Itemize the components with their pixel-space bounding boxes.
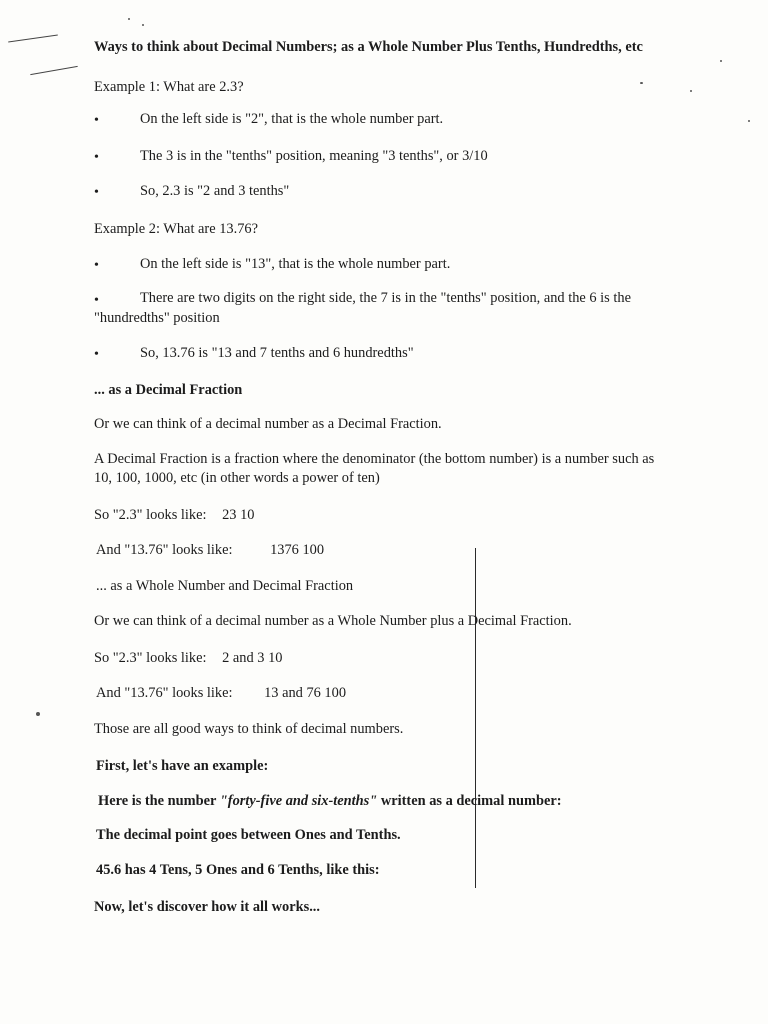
scan-speck (720, 60, 722, 62)
example-value: 1376 100 (270, 542, 325, 558)
place-value-breakdown: 45.6 has 4 Tens, 5 Ones and 6 Tenths, like this: (96, 862, 380, 878)
decimal-fraction-example-1 (94, 506, 255, 524)
example1-bullet-3: So, 2.3 is "2 and 3 tenths" (140, 183, 290, 199)
example2-bullet-2-continued: "hundredths" position (94, 310, 220, 326)
bullet: • (94, 185, 99, 200)
bullet: • (94, 293, 99, 308)
scan-speck (690, 90, 692, 92)
example2-bullet-3: So, 13.76 is "13 and 7 tenths and 6 hundredths" (140, 345, 414, 361)
discover-line: Now, let's discover how it all works... (94, 899, 320, 915)
whole-plus-fraction-intro: Or we can think of a decimal number as a Whole Number plus a Decimal Fraction. (94, 613, 572, 629)
example2-bullet-2: There are two digits on the right side, the 7 is in the "tenths" position, and the 6 is the (140, 290, 631, 306)
example-label: So "2.3" looks like: (94, 507, 207, 523)
scan-speck (748, 120, 750, 122)
scan-speck (142, 24, 144, 26)
example-number-words: "forty-five and six-tenths" (219, 793, 378, 809)
example-number-post: written as a decimal number: (377, 793, 562, 809)
example2-heading: Example 2: What are 13.76? (94, 221, 258, 237)
whole-plus-fraction-example-1 (94, 649, 282, 667)
example1-bullet-1: On the left side is "2", that is the whole number part. (140, 111, 444, 127)
scan-speck (640, 82, 643, 84)
example-value: 13 and 76 100 (264, 685, 347, 701)
whole-plus-fraction-heading: ... as a Whole Number and Decimal Fraction (96, 578, 354, 594)
closing-sentence: Those are all good ways to think of decimal numbers. (94, 721, 404, 737)
decimal-fraction-intro: Or we can think of a decimal number as a Decimal Fraction. (94, 416, 442, 432)
example-value: 23 10 (222, 507, 255, 523)
decimal-point-note: The decimal point goes between Ones and Tenths. (96, 827, 401, 843)
example-number-line (98, 792, 562, 810)
example-label: And "13.76" looks like: (96, 685, 233, 701)
whole-plus-fraction-example-2 (96, 684, 346, 702)
vertical-rule (475, 548, 476, 888)
example-intro: First, let's have an example: (96, 758, 269, 774)
example-value: 2 and 3 10 (222, 650, 283, 666)
scan-speck (128, 18, 130, 20)
bullet: • (94, 150, 99, 165)
example-number-pre: Here is the number (98, 793, 220, 809)
scan-mark (30, 66, 77, 75)
decimal-fraction-heading: ... as a Decimal Fraction (94, 382, 243, 398)
example1-heading: Example 1: What are 2.3? (94, 79, 244, 95)
page-title: Ways to think about Decimal Numbers; as a Whole Number Plus Tenths, Hundredths, etc (94, 39, 643, 55)
example1-bullet-2: The 3 is in the "tenths" position, meaning "3 tenths", or 3/10 (140, 148, 488, 164)
decimal-fraction-example-2 (96, 541, 324, 559)
scan-speck (36, 712, 40, 716)
bullet: • (94, 258, 99, 273)
bullet: • (94, 347, 99, 362)
example-label: And "13.76" looks like: (96, 542, 233, 558)
example-label: So "2.3" looks like: (94, 650, 207, 666)
scan-mark (8, 35, 58, 43)
decimal-fraction-definition-2: 10, 100, 1000, etc (in other words a power of ten) (94, 470, 380, 486)
decimal-fraction-definition-1: A Decimal Fraction is a fraction where the denominator (the bottom number) is a number such as (94, 451, 655, 467)
bullet: • (94, 113, 99, 128)
example2-bullet-1: On the left side is "13", that is the whole number part. (140, 256, 451, 272)
